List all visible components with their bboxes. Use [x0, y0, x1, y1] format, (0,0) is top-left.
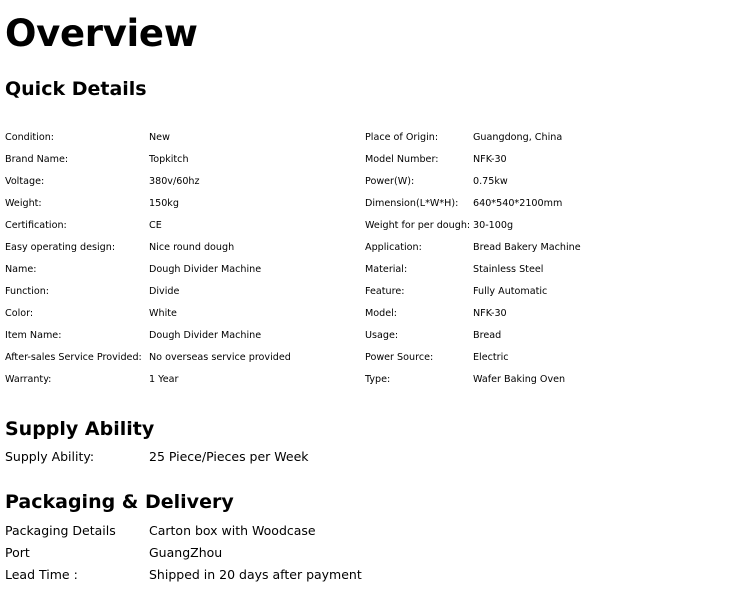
detail-label: Voltage: — [5, 176, 45, 187]
detail-label: Name: — [5, 264, 37, 275]
detail-value: Wafer Baking Oven — [473, 374, 566, 385]
port-row — [5, 542, 745, 564]
detail-label: Power Source: — [365, 352, 434, 363]
supply-ability-heading: Supply Ability — [5, 418, 155, 440]
detail-label: Dimension(L*W*H): — [365, 198, 459, 209]
detail-value: Fully Automatic — [473, 286, 548, 297]
detail-value: No overseas service provided — [149, 352, 291, 363]
detail-label: Condition: — [5, 132, 55, 143]
detail-row — [5, 325, 745, 347]
lead-time-row — [5, 564, 745, 586]
detail-row — [5, 369, 745, 391]
detail-row — [5, 149, 745, 171]
detail-label: After-sales Service Provided: — [5, 352, 142, 363]
detail-value: New — [149, 132, 170, 143]
port-value: GuangZhou — [149, 545, 223, 560]
detail-value: Dough Divider Machine — [149, 330, 262, 341]
detail-row — [5, 171, 745, 193]
lead-time-label: Lead Time : — [5, 567, 78, 582]
supply-ability-value: 25 Piece/Pieces per Week — [149, 449, 309, 464]
detail-value: Topkitch — [149, 154, 189, 165]
detail-label: Warranty: — [5, 374, 52, 385]
detail-value: NFK-30 — [473, 308, 507, 319]
quick-details-heading: Quick Details — [5, 78, 147, 100]
detail-label: Certification: — [5, 220, 67, 231]
detail-row — [5, 237, 745, 259]
detail-label: Easy operating design: — [5, 242, 116, 253]
detail-label: Power(W): — [365, 176, 415, 187]
detail-label: Brand Name: — [5, 154, 69, 165]
detail-value: 150kg — [149, 198, 179, 209]
detail-value: Bread — [473, 330, 502, 341]
detail-row — [5, 259, 745, 281]
detail-value: NFK-30 — [473, 154, 507, 165]
detail-value: Nice round dough — [149, 242, 235, 253]
detail-label: Feature: — [365, 286, 405, 297]
detail-label: Item Name: — [5, 330, 62, 341]
detail-label: Application: — [365, 242, 422, 253]
detail-label: Weight for per dough: — [365, 220, 471, 231]
detail-row — [5, 281, 745, 303]
supply-ability-label: Supply Ability: — [5, 449, 95, 464]
detail-label: Material: — [365, 264, 408, 275]
page-title: Overview — [5, 12, 198, 55]
detail-row — [5, 347, 745, 369]
quick-details-table — [5, 127, 745, 391]
detail-value: CE — [149, 220, 162, 231]
detail-label: Place of Origin: — [365, 132, 439, 143]
packaging-details-label: Packaging Details — [5, 523, 116, 538]
detail-value: 380v/60hz — [149, 176, 200, 187]
detail-value: 1 Year — [149, 374, 179, 385]
detail-value: 30-100g — [473, 220, 514, 231]
detail-value: Dough Divider Machine — [149, 264, 262, 275]
packaging-details-value: Carton box with Woodcase — [149, 523, 316, 538]
detail-label: Model: — [365, 308, 398, 319]
detail-value: 0.75kw — [473, 176, 508, 187]
detail-label: Function: — [5, 286, 50, 297]
packaging-delivery-heading: Packaging & Delivery — [5, 491, 234, 513]
detail-label: Model Number: — [365, 154, 439, 165]
detail-row — [5, 303, 745, 325]
supply-ability-row — [5, 446, 745, 468]
detail-value: Guangdong, China — [473, 132, 563, 143]
detail-value: Stainless Steel — [473, 264, 544, 275]
detail-label: Weight: — [5, 198, 42, 209]
detail-row — [5, 193, 745, 215]
detail-value: Bread Bakery Machine — [473, 242, 581, 253]
detail-value: Electric — [473, 352, 509, 363]
lead-time-value: Shipped in 20 days after payment — [149, 567, 362, 582]
detail-row — [5, 127, 745, 149]
detail-label: Usage: — [365, 330, 399, 341]
port-label: Port — [5, 545, 30, 560]
packaging-row — [5, 520, 745, 542]
detail-row — [5, 215, 745, 237]
detail-value: Divide — [149, 286, 180, 297]
detail-label: Type: — [365, 374, 391, 385]
detail-value: 640*540*2100mm — [473, 198, 563, 209]
detail-value: White — [149, 308, 177, 319]
detail-label: Color: — [5, 308, 34, 319]
